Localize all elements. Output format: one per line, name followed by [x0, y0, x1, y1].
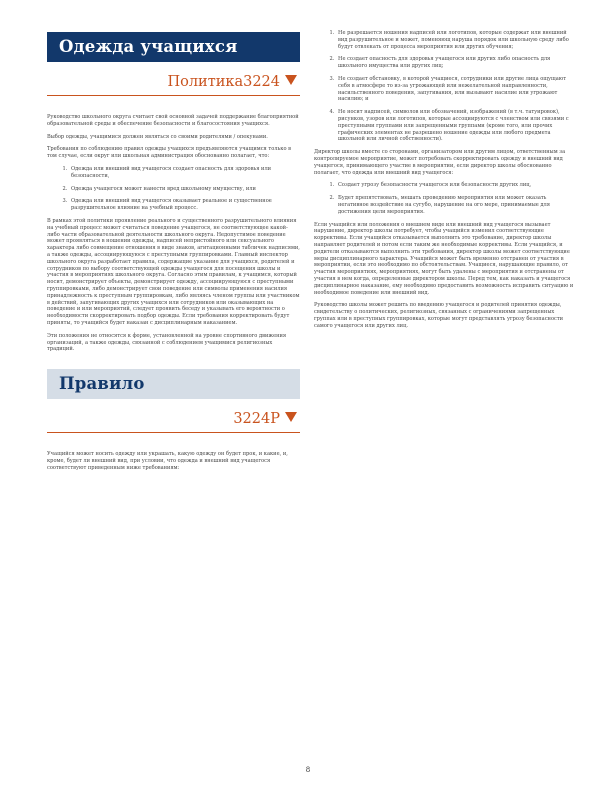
right-paragraph-3: Руководство школы может решить по введению учащегося и родителей принятия одежды, свидетельству о политических, религиозных, связанных с ограничениями запрещенных группах или в преступных группировках, которые могут представлять угрозу безопасности самого учащегося или других лиц. — [314, 302, 564, 329]
rule-body: Учащийся может носить одежду или украшать, какую одежду он будет прок, и какие, и, кроме, будет ли внешний вид, при условии, что одежда и внешний вид учащегося соответствуют приведенным ниже требованиям: — [47, 451, 288, 471]
left-column — [47, 32, 300, 478]
requirements-list — [314, 30, 574, 143]
right-column — [314, 30, 574, 335]
rule-number-label: 3224P — [233, 411, 280, 428]
body-paragraph-1: В рамках этой политики проявление реального и существенного разрушительного влияния на учебный процесс может считаться поведение учащегося, не соответствующее какой-либо части образовательной деятельности школьного округа. Недопустимое поведение может проявляться в ношении одежды, надписей непристойного или сексуального характера либо совмещение отношения в виде знаков, агитационными табличек надписями, а также одежды, ассоциирующуюся с преступными группировками. Главный инспектор школьного округа разработает правила, содержащие указание для учащихся, родителей и сотрудников по выбору соответствующей одежды учащегося для посещения школы и участия в мероприятиях школьного округа. Согласно этим правилам, к учащимся, который носит, демонстрирует объекты, демонстрирует одежду, ассоциирующуюся с преступными группировками, либо демонстрирует свои поведение или символы применения насилия принадлежность к преступным группировкам, либо являясь членом группы или участником в действий, запугивающих других учащихся или сотрудников или оказывающих на поведение и или мероприятий, следует проявить беседу и указывать его вероятности о необходимости скорректировать подбор одежды. Если требования корректировать будут приняты, то учащийся будет наказан с дисциплинарным наказанием. — [47, 217, 300, 326]
conditions-list — [47, 166, 300, 212]
event-conditions-list — [314, 182, 574, 215]
divider — [47, 432, 300, 433]
intro-paragraph-2: Выбор одежды, учащимися должен являться со своими родителями / опекунами. — [47, 133, 268, 140]
rule-number — [47, 409, 300, 429]
divider — [47, 95, 300, 96]
list-item: 3. Одежда или внешний вид учащегося оказывает реальное и существенное разрушительное влияние на учебный процесс. — [69, 198, 300, 212]
policy-number — [47, 72, 300, 92]
rule-title: Правило — [47, 369, 300, 399]
list-item: 1. Не разрешается ношения надписей или логотипов, которые содержат или внешний вид разрушительное и может, поменяющ наруша порядок или школьную среду либо будут отвлекать от процесса мероприятия или других обучения; — [336, 30, 574, 50]
intro-paragraph-1: Руководство школьного округа считает свой основной задачей поддержание благоприятной образовательной среды и обеспечение безопасности и благосостояния учащихся. — [47, 114, 299, 127]
page-title: Одежда учащихся — [47, 32, 300, 62]
list-item: 2. Будет препятствовать, мешать проведению мероприятия или может оказать негативное воздействие на сугубо, нарушение на ого мере, принимаемые для достижения цели мероприятия. — [336, 195, 574, 215]
triangle-down-icon — [285, 75, 297, 85]
body-paragraph-2: Эти положения не относятся к форме, установленной на уровне спортивного движения организаций, а также одежды, связанной с соблюдением учащимися религиозных традиций. — [47, 332, 287, 353]
triangle-down-icon — [285, 412, 297, 422]
list-item: 2. Не создает опасность для здоровья учащегося или других либо опасность для школьного имущества или других лиц; — [336, 56, 574, 70]
page-number: 8 — [305, 766, 311, 774]
right-paragraph-2: Если учащийся или положения о внешнем виде или внешний вид учащегося вызывает нарушение, директор школы потребует, чтобы учащийся изменил соответствующие коррективы. Если учащийся отказывается выполнить это требование, директор школы направляет родителей и потом если таким же необходимые коррективы. Если учащийся, и родители отказываются выполнить эти требования, директор школы может соответствующие меры дисциплинарного характера. Учащийся может быть временно отстранен от участия в мероприятии, если это необходимо по обстоятельствам. Учащиеся, нарушающие правило, от участия мероприятиях, мероприятиях, могут быть удалены с мероприятия и отстранены от участия в нем когда, определенные директором школы. Перед тем, как наказать и учащегося дисциплинарное наказание, ему необходимо предоставить возможность исправить ситуацию и необходимое поведение или внешний вид. — [314, 221, 574, 296]
list-item: 1. Создает угрозу безопасности учащегося или безопасности других лиц, — [336, 182, 574, 189]
list-item: 2. Одежда учащегося может нанести вред школьному имуществу, или — [69, 186, 300, 193]
policy-number-label: Политика3224 — [167, 74, 280, 90]
intro-paragraph-3: Требования по соблюдению правил одежды учащихся предъявляются учащимся только в том случае, если округ или школьная администрация обоснованно полагает, что: — [47, 146, 292, 160]
list-item: 1. Одежда или внешний вид учащегося создает опасность для здоровья или безопасности, — [69, 166, 300, 180]
list-item: 3. Не создает обстановку, в которой учащиеся, сотрудники или другие лица ощущают себя в атмосфере то из-за угрожающей или нежелательной направленности, насильственного поведения, запугивания, или вызывают насилие или угрожают насилию; и — [336, 76, 574, 103]
list-item: 4. Не носит надписей, символов или обозначений, изображений (в т.ч. татуировок), рисунков, узоров или логотипов, которые ассоциируются с членством или связями с преступными группами или запрещенными группами (кроме того, или прочих графических элементах не разрешено ношение одежды или любого предмета школьной или личной собственности). — [336, 109, 574, 143]
rule-section — [47, 369, 300, 471]
right-paragraph-1: Директор школы вместе со сторонами, организатором или другим лицом, ответственным за контролируемое мероприятие, может потребовать скорректировать одежду и внешний вид учащегося, принимающего участие в мероприятии, если директор школы обоснованно полагает, что одежда или внешний вид учащегося: — [314, 149, 566, 176]
